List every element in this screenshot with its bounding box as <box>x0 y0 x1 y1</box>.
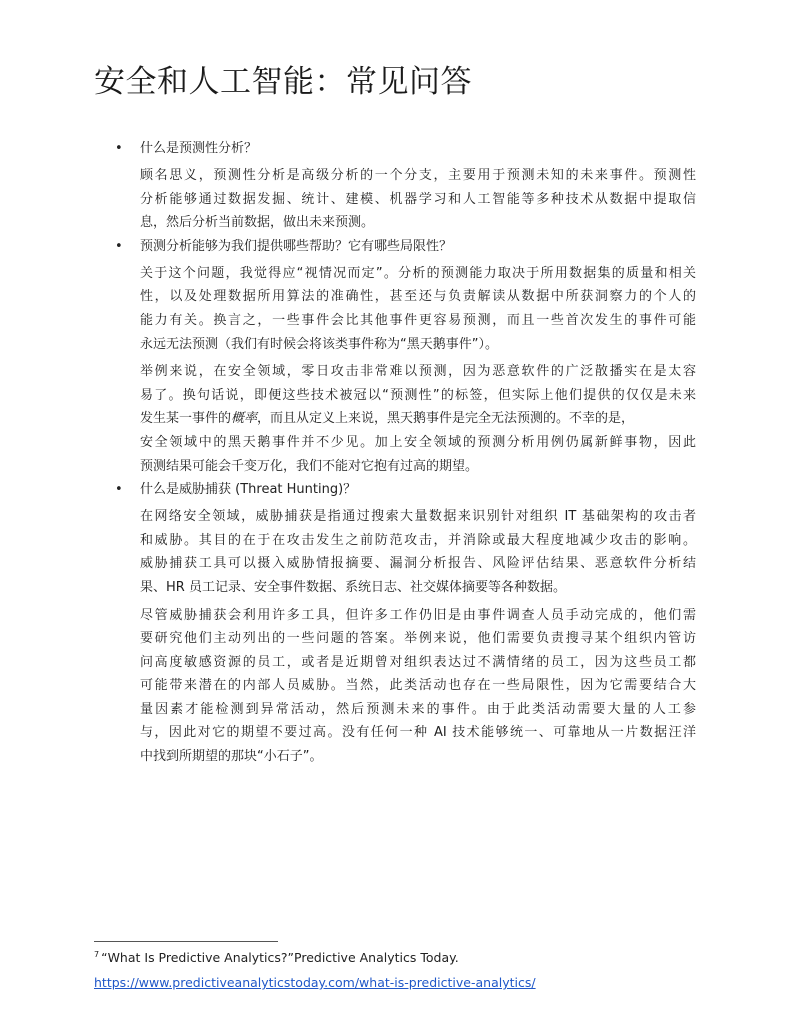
page-title: 安全和人工智能：常见问答 <box>94 64 472 100</box>
faq-question-text: 什么是预测性分析？ <box>140 141 258 156</box>
footnote <box>94 945 734 967</box>
footnote-divider <box>94 941 278 942</box>
text-line: 息，然后分析当前数据，做出未来预测。 <box>140 215 375 231</box>
text-line: 果、HR 员工记录、安全事件数据、系统日志、社交媒体摘要等各种数据。 <box>140 579 566 595</box>
faq-question <box>115 137 791 161</box>
bullet-icon: • <box>115 141 123 156</box>
text-line: 永远无法预测（我们有时候会将该类事件称为“黑天鹅事件”）。 <box>140 336 498 352</box>
footnote-number: 7 <box>94 950 100 959</box>
text-line: 问高度敏感资源的员工，或者是近期曾对组织表达过不满情绪的员工，因为这些员工都 <box>140 654 696 670</box>
faq-item <box>0 235 791 478</box>
faq-answer-paragraph <box>140 505 696 599</box>
faq-item <box>0 478 791 769</box>
text-line: 易了。换句话说，即便这些技术被冠以“预测性”的标签，但实际上他们提供的仅仅是未来 <box>140 387 696 403</box>
text-line: 性，以及处理数据所用算法的准确性，甚至还与负责解读从数据中所获洞察力的个人的 <box>140 289 696 305</box>
faq-question <box>115 235 791 259</box>
text-line: 中找到所期望的那块“小石子”。 <box>140 749 323 765</box>
text-line: 威胁捕获工具可以摄入威胁情报摘要、漏洞分析报告、风险评估结果、恶意软件分析结 <box>140 556 696 572</box>
text-line: 关于这个问题，我觉得应“视情况而定”。分析的预测能力取决于所用数据集的质量和相关 <box>140 265 696 281</box>
faq-answer-paragraph <box>140 360 696 478</box>
text-line: 和威胁。其目的在于在攻击发生之前防范攻击，并消除或最大程度地减少攻击的影响。 <box>140 532 696 548</box>
faq-answer-paragraph <box>140 262 696 356</box>
footnote-link[interactable]: https://www.predictiveanalyticstoday.com/what-is-predictive-analytics/ <box>94 975 536 990</box>
footnote-text: “What Is Predictive Analytics?”Predictive Analytics Today. <box>101 950 459 965</box>
bullet-icon: • <box>115 238 123 254</box>
faq-answer-paragraph <box>140 164 696 235</box>
text-line <box>140 407 696 431</box>
text-line: 预测结果可能会千变万化，我们不能对它抱有过高的期望。 <box>140 458 479 474</box>
text-line: 顾名思义，预测性分析是高级分析的一个分支，主要用于预测未知的未来事件。预测性 <box>140 168 696 183</box>
text-line: 举例来说，在安全领域，零日攻击非常难以预测，因为恶意软件的广泛散播实在是太容 <box>140 364 696 380</box>
emphasized-text: 概率 <box>231 411 258 427</box>
text-line: 量因素才能检测到异常活动，然后预测未来的事件。由于此类活动需要大量的人工参 <box>140 701 696 717</box>
faq-question-text: 预测分析能够为我们提供哪些帮助？它有哪些局限性？ <box>140 238 453 254</box>
faq-answer-paragraph <box>140 604 696 769</box>
faq-item <box>0 137 791 235</box>
faq-question-text: 什么是威胁捕获 (Threat Hunting)？ <box>140 482 357 498</box>
text-line: 在网络安全领域，威胁捕获是指通过搜索大量数据来识别针对组织 IT 基础架构的攻击者 <box>140 509 696 525</box>
text-line: 可能带来潜在的内部人员威胁。当然，此类活动也存在一些局限性，因为它需要结合大 <box>140 678 696 694</box>
text-line: 能力有关。换言之，一些事件会比其他事件更容易预测，而且一些首次发生的事件可能 <box>140 312 696 328</box>
text-line: 安全领域中的黑天鹅事件并不少见。加上安全领域的预测分析用例仍属新鲜事物，因此 <box>140 434 696 450</box>
faq-list <box>0 137 791 769</box>
text-line: 要研究他们主动列出的一些问题的答案。举例来说，他们需要负责搜寻某个组织内管访 <box>140 631 696 647</box>
text-segment: 发生某一事件的 <box>140 411 232 427</box>
bullet-icon: • <box>115 482 123 498</box>
text-line: 分析能够通过数据发掘、统计、建模、机器学习和人工智能等多种技术从数据中提取信 <box>140 191 696 207</box>
faq-question <box>115 478 791 502</box>
text-line: 尽管威胁捕获会利用许多工具，但许多工作仍旧是由事件调查人员手动完成的，他们需 <box>140 607 696 623</box>
text-segment: ，而且从定义上来说，黑天鹅事件是完全无法预测的。不幸的是， <box>257 411 635 427</box>
text-line: 与，因此对它的期望不要过高。没有任何一种 AI 技术能够统一、可靠地从一片数据汪洋 <box>140 725 696 741</box>
